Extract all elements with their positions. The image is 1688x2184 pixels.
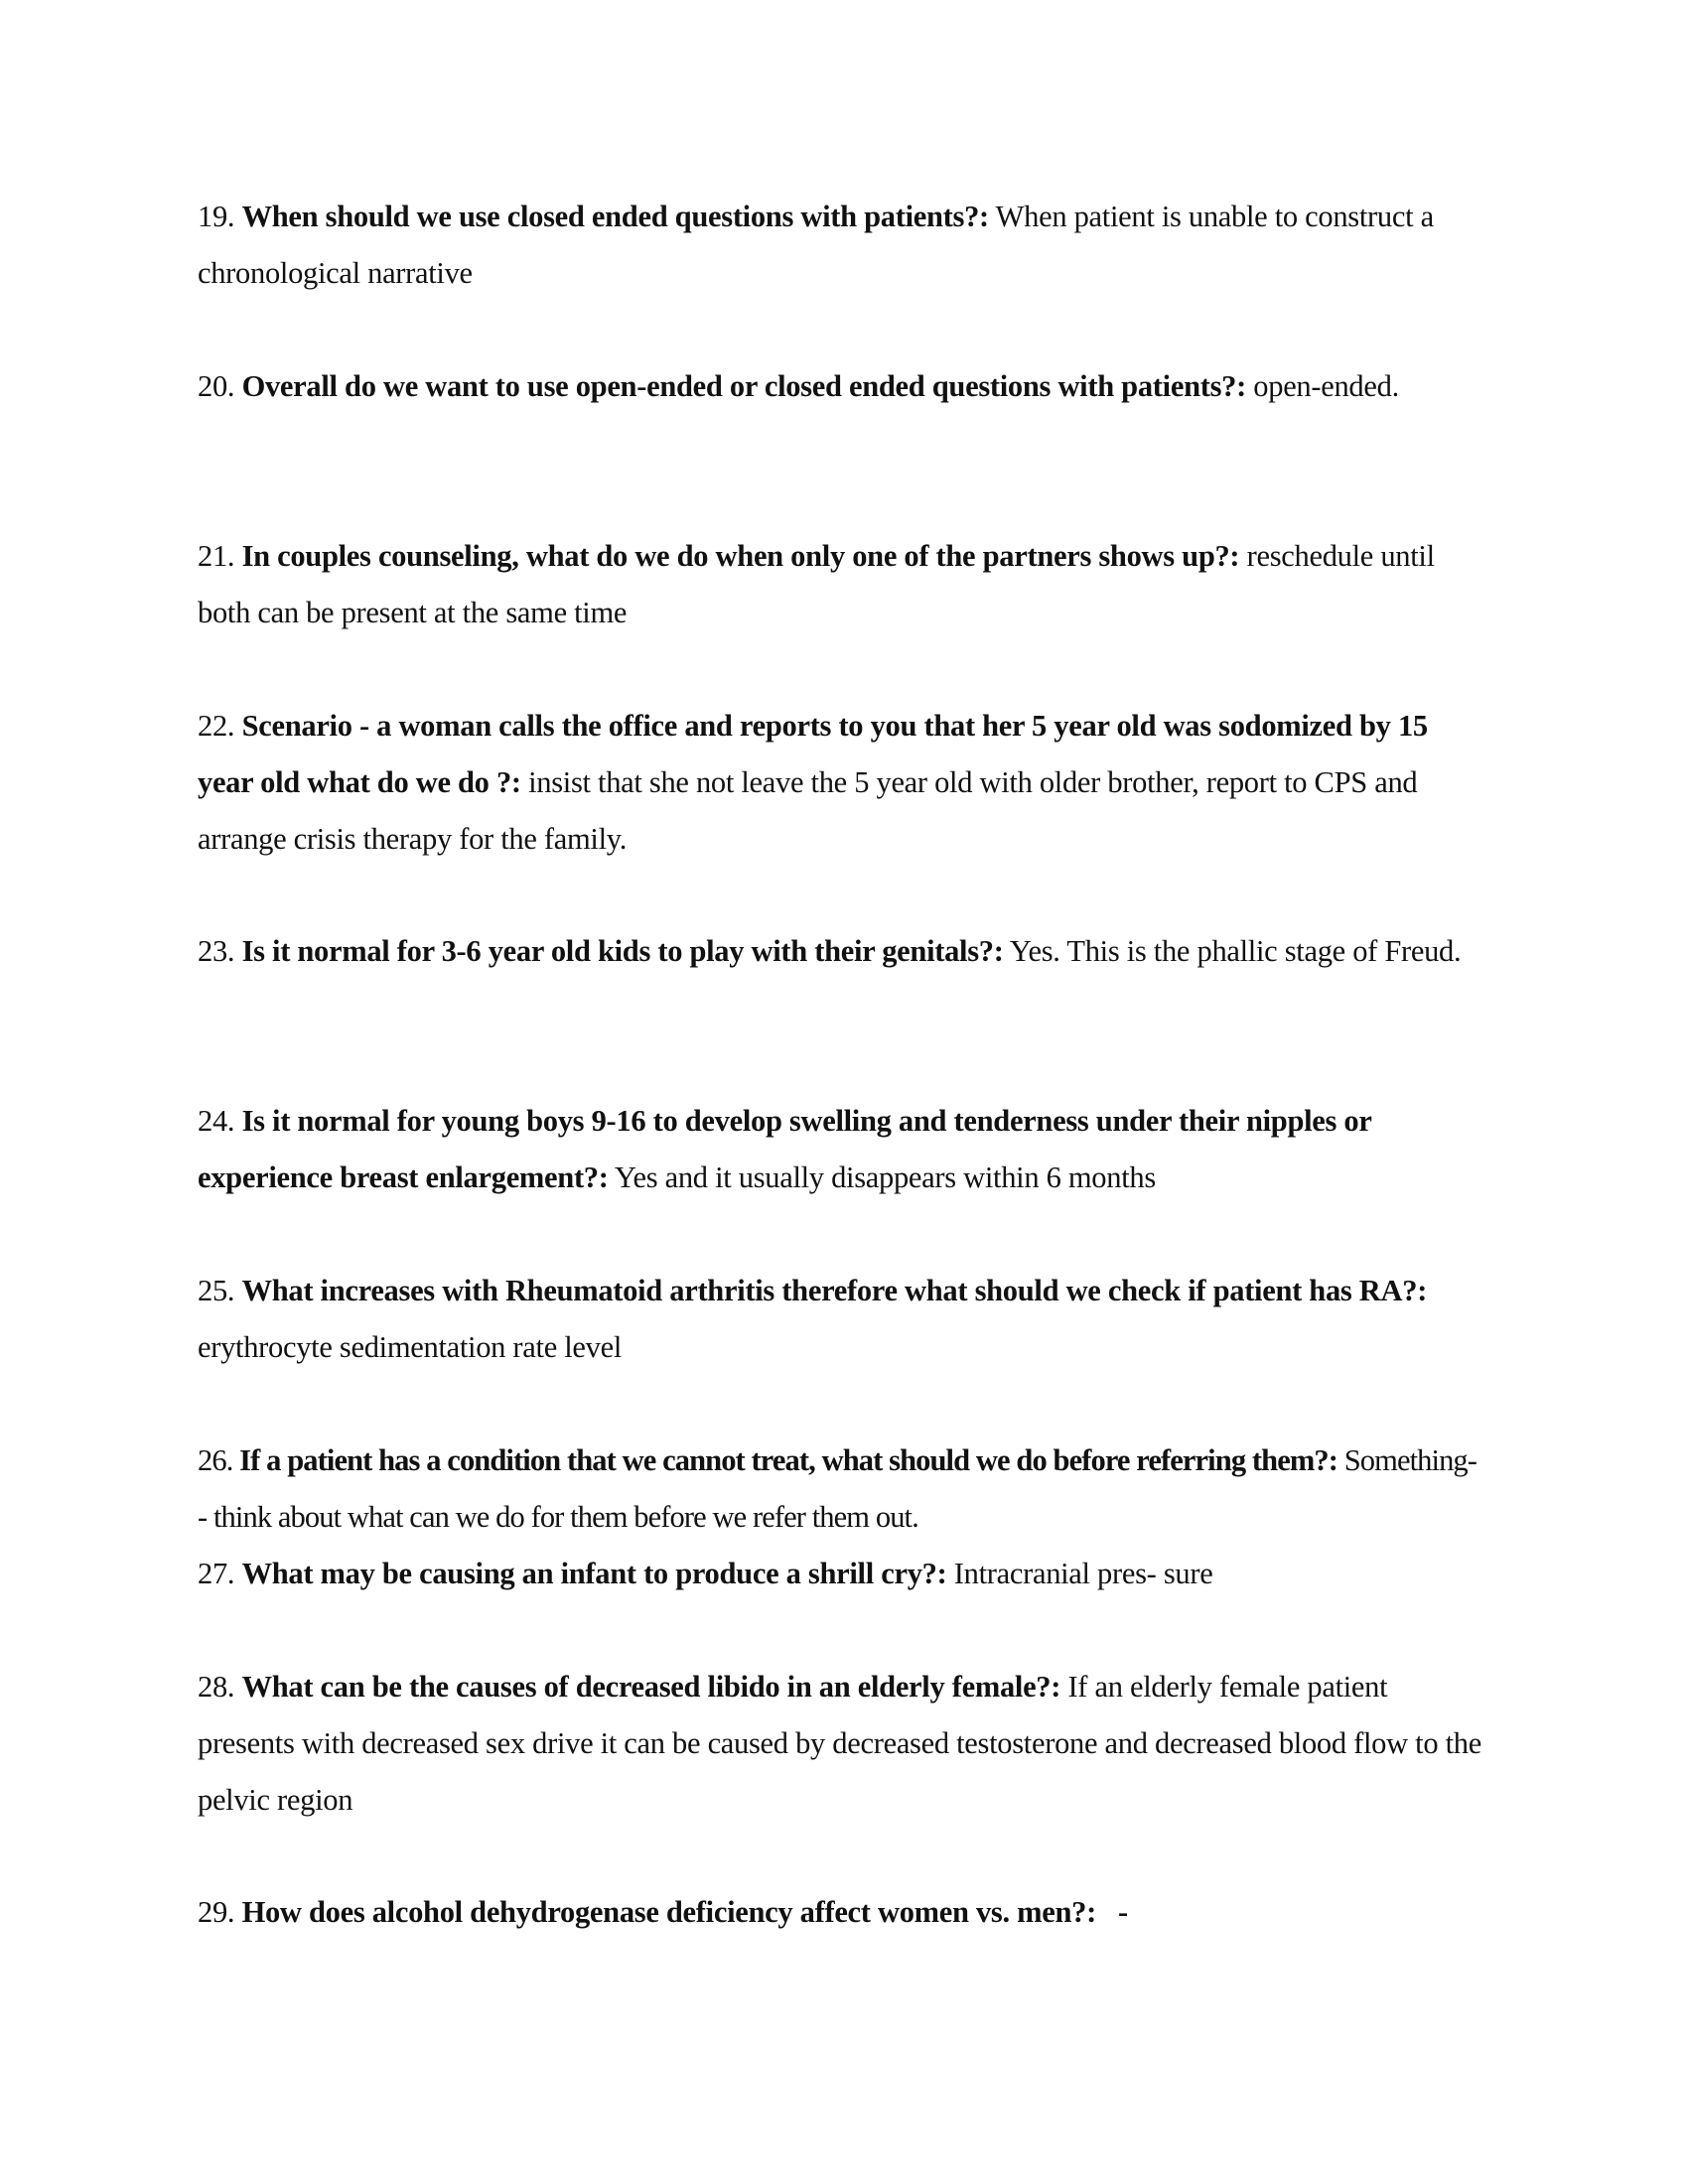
question: If a patient has a condition that we cannot treat, what should we do before referring them?: — [239, 1443, 1337, 1477]
answer: When patient is unable to construct a chronological narrative — [198, 200, 1434, 290]
answer: open-ended. — [1253, 369, 1399, 403]
item-number: 22. — [198, 709, 235, 743]
question: Is it normal for young boys 9-16 to develop swelling and tenderness under their nipples or experience breast enlargement?: — [198, 1104, 1372, 1194]
question: What increases with Rheumatoid arthritis therefore what should we check if patient has RA?: — [241, 1274, 1428, 1307]
qa-item-22 — [198, 698, 1483, 868]
item-number: 26. — [198, 1443, 233, 1477]
item-number: 25. — [198, 1274, 235, 1307]
item-number: 20. — [198, 369, 235, 403]
item-number: 19. — [198, 200, 235, 233]
answer: If an elderly female patient presents with decreased sex drive it can be caused by decreased testosterone and decreased blood flow to the pelvic region — [198, 1670, 1481, 1817]
answer: Yes. This is the phallic stage of Freud. — [1009, 934, 1462, 968]
qa-item-20 — [198, 358, 1483, 415]
question: Scenario - a woman calls the office and reports to you that her 5 year old was sodomized by 15 year old what do we do ?: — [198, 709, 1428, 799]
question: When should we use closed ended questions with patients?: — [241, 200, 989, 233]
qa-item-28 — [198, 1659, 1483, 1829]
item-number: 29. — [198, 1895, 235, 1929]
answer: Yes and it usually disappears within 6 months — [614, 1160, 1156, 1194]
qa-item-25 — [198, 1263, 1483, 1376]
qa-item-19 — [198, 189, 1483, 302]
answer: Something-- think about what can we do for them before we refer them out. — [198, 1443, 1477, 1534]
qa-item-23 — [198, 923, 1483, 980]
answer: insist that she not leave the 5 year old with older brother, report to CPS and arrange crisis therapy for the family. — [198, 765, 1418, 856]
question: What can be the causes of decreased libido in an elderly female?: — [241, 1670, 1061, 1704]
item-number: 21. — [198, 539, 235, 573]
answer: reschedule until both can be present at the same time — [198, 539, 1435, 629]
item-number: 27. — [198, 1557, 235, 1590]
qa-item-29 — [198, 1884, 1483, 1941]
question: How does alcohol dehydrogenase deficiency affect women vs. men?: — [241, 1895, 1096, 1929]
question: What may be causing an infant to produce a shrill cry?: — [241, 1557, 947, 1590]
question: Is it normal for 3-6 year old kids to play with their genitals?: — [241, 934, 1004, 968]
item-number: 24. — [198, 1104, 235, 1138]
answer: erythrocyte sedimentation rate level — [198, 1330, 623, 1364]
qa-item-21 — [198, 528, 1483, 641]
answer: Intracranial pres- sure — [953, 1557, 1213, 1590]
question: Overall do we want to use open-ended or closed ended questions with patients?: — [241, 369, 1246, 403]
answer: - — [1117, 1895, 1128, 1929]
item-number: 23. — [198, 934, 235, 968]
question: In couples counseling, what do we do when only one of the partners shows up?: — [241, 539, 1240, 573]
qa-item-27 — [198, 1546, 1483, 1602]
qa-item-26 — [198, 1433, 1483, 1546]
qa-item-24 — [198, 1093, 1483, 1206]
item-number: 28. — [198, 1670, 235, 1704]
